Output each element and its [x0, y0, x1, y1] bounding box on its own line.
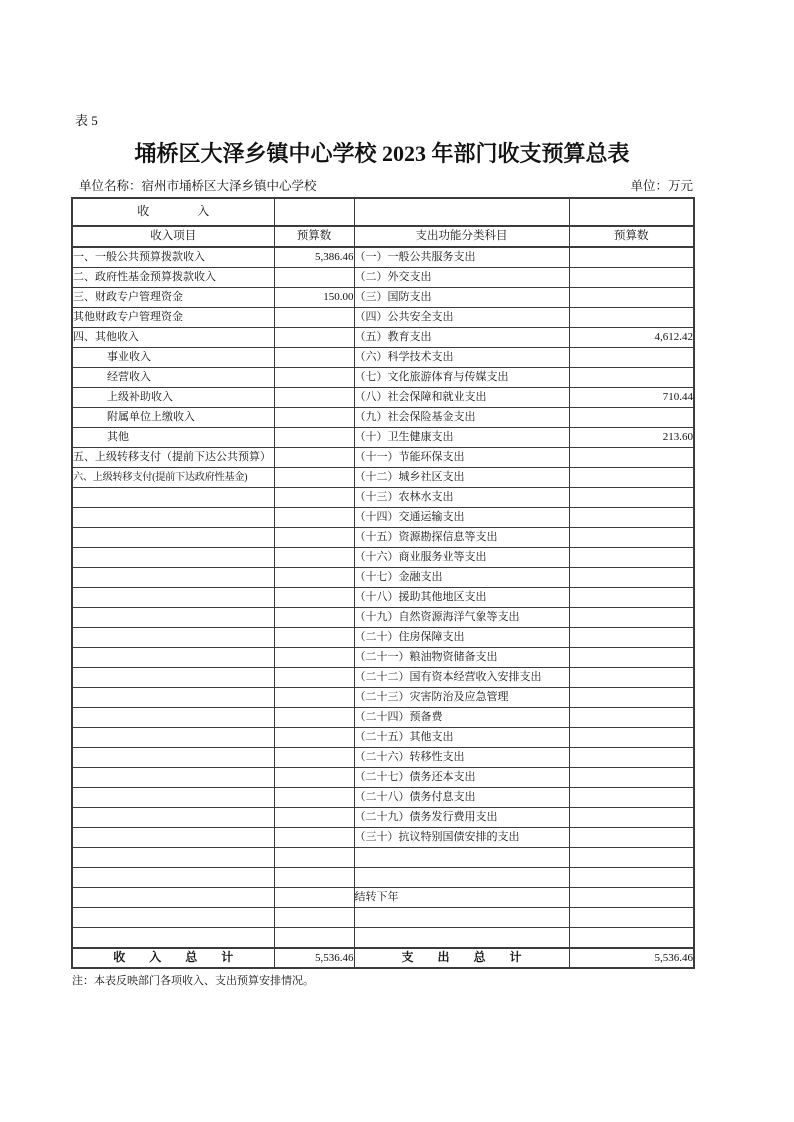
table-row	[72, 428, 694, 448]
expense-amount-cell: 4,612.42	[569, 328, 694, 348]
expense-amount-cell	[569, 348, 694, 368]
expense-amount-cell	[569, 888, 694, 908]
income-item-cell	[72, 588, 274, 608]
income-amount-cell	[274, 548, 354, 568]
income-section-amount-header	[274, 198, 354, 226]
income-item-cell	[72, 928, 274, 949]
sheet-label: 表 5	[75, 113, 98, 128]
expense-item-cell: （二十六）转移性支出	[354, 748, 569, 768]
income-item-cell	[72, 768, 274, 788]
expense-section-header	[354, 198, 569, 226]
income-amount-cell	[274, 928, 354, 949]
income-amount-cell	[274, 888, 354, 908]
income-amount-cell	[274, 808, 354, 828]
expense-item-cell: （十七）金融支出	[354, 568, 569, 588]
income-item-cell	[72, 608, 274, 628]
expense-item-cell: （一）一般公共服务支出	[354, 247, 569, 268]
income-item-cell	[72, 908, 274, 928]
income-amount-cell	[274, 688, 354, 708]
income-amount-cell	[274, 568, 354, 588]
income-amount-cell	[274, 488, 354, 508]
table-row	[72, 528, 694, 548]
table-row	[72, 608, 694, 628]
expense-item-cell: （二十九）债务发行费用支出	[354, 808, 569, 828]
income-amount-cell	[274, 588, 354, 608]
expense-item-cell: （十八）援助其他地区支出	[354, 588, 569, 608]
table-row	[72, 488, 694, 508]
expense-amount-cell	[569, 288, 694, 308]
table-row	[72, 548, 694, 568]
table-row	[72, 668, 694, 688]
expense-section-amount-header	[569, 198, 694, 226]
expense-amount-cell	[569, 308, 694, 328]
table-row	[72, 788, 694, 808]
expense-item-cell: （八）社会保障和就业支出	[354, 388, 569, 408]
table-row	[72, 748, 694, 768]
income-item-cell: 四、其他收入	[72, 328, 274, 348]
expense-amount-cell	[569, 508, 694, 528]
income-item-cell: 上级补助收入	[72, 388, 274, 408]
income-total-label: 收 入 总 计	[72, 948, 274, 968]
expense-amount-cell	[569, 247, 694, 268]
expense-item-cell: （二十）住房保障支出	[354, 628, 569, 648]
table-row	[72, 708, 694, 728]
section-header-row	[72, 198, 694, 226]
income-item-cell: 二、政府性基金预算拨款收入	[72, 268, 274, 288]
table-row	[72, 908, 694, 928]
expense-item-cell: （二十五）其他支出	[354, 728, 569, 748]
income-item-cell	[72, 568, 274, 588]
table-row	[72, 888, 694, 908]
expense-amount-cell	[569, 908, 694, 928]
table-row	[72, 648, 694, 668]
expense-amount-cell	[569, 448, 694, 468]
income-item-cell	[72, 488, 274, 508]
expense-amount-cell	[569, 608, 694, 628]
income-amount-cell	[274, 468, 354, 488]
currency-unit-label: 单位：万元	[630, 179, 693, 193]
expense-amount-cell	[569, 848, 694, 868]
expense-item-cell: （十五）资源勘探信息等支出	[354, 528, 569, 548]
col-header-income-budget: 预算数	[274, 226, 354, 247]
expense-item-cell: （五）教育支出	[354, 328, 569, 348]
income-item-cell: 附属单位上缴收入	[72, 408, 274, 428]
income-item-cell: 事业收入	[72, 348, 274, 368]
expense-item-cell: （十）卫生健康支出	[354, 428, 569, 448]
col-header-expense-budget: 预算数	[569, 226, 694, 247]
expense-amount-cell	[569, 488, 694, 508]
expense-total-amount: 5,536.46	[569, 948, 694, 968]
expense-item-cell: （九）社会保险基金支出	[354, 408, 569, 428]
unit-name-label: 单位名称：宿州市埇桥区大泽乡镇中心学校	[79, 179, 317, 193]
income-item-cell	[72, 708, 274, 728]
table-row	[72, 268, 694, 288]
income-item-cell: 经营收入	[72, 368, 274, 388]
income-item-cell	[72, 728, 274, 748]
income-amount-cell	[274, 788, 354, 808]
income-amount-cell	[274, 728, 354, 748]
table-row	[72, 848, 694, 868]
income-item-cell: 其他	[72, 428, 274, 448]
expense-amount-cell	[569, 708, 694, 728]
total-row	[72, 948, 694, 968]
income-item-cell: 三、财政专户管理资金	[72, 288, 274, 308]
income-item-cell	[72, 628, 274, 648]
income-amount-cell	[274, 708, 354, 728]
expense-amount-cell	[569, 928, 694, 949]
footnote: 注：本表反映部门各项收入、支出预算安排情况。	[72, 975, 314, 987]
income-item-cell: 一、一般公共预算拨款收入	[72, 247, 274, 268]
expense-amount-cell	[569, 528, 694, 548]
table-row	[72, 288, 694, 308]
table-row	[72, 508, 694, 528]
table-row	[72, 308, 694, 328]
income-amount-cell	[274, 748, 354, 768]
table-row	[72, 928, 694, 949]
expense-item-cell: （二十四）预备费	[354, 708, 569, 728]
expense-item-cell: 结转下年	[354, 888, 569, 908]
expense-amount-cell	[569, 748, 694, 768]
income-item-cell	[72, 788, 274, 808]
expense-amount-cell	[569, 688, 694, 708]
table-row	[72, 408, 694, 428]
income-item-cell	[72, 688, 274, 708]
income-amount-cell	[274, 828, 354, 848]
expense-item-cell	[354, 868, 569, 888]
table-row	[72, 868, 694, 888]
expense-item-cell	[354, 908, 569, 928]
income-item-cell	[72, 848, 274, 868]
expense-item-cell: （十一）节能环保支出	[354, 448, 569, 468]
income-amount-cell	[274, 628, 354, 648]
income-amount-cell: 5,386.46	[274, 247, 354, 268]
income-amount-cell	[274, 528, 354, 548]
expense-amount-cell	[569, 868, 694, 888]
col-header-expense-category: 支出功能分类科目	[354, 226, 569, 247]
expense-item-cell: （二十二）国有资本经营收入安排支出	[354, 668, 569, 688]
income-amount-cell	[274, 508, 354, 528]
table-row	[72, 368, 694, 388]
income-amount-cell	[274, 408, 354, 428]
income-item-cell	[72, 528, 274, 548]
income-item-cell	[72, 548, 274, 568]
income-amount-cell	[274, 848, 354, 868]
page-title: 埇桥区大泽乡镇中心学校 2023 年部门收支预算总表	[134, 141, 630, 166]
table-row	[72, 448, 694, 468]
income-amount-cell	[274, 428, 354, 448]
income-amount-cell	[274, 768, 354, 788]
income-item-cell: 五、上级转移支付（提前下达公共预算）	[72, 448, 274, 468]
expense-amount-cell	[569, 408, 694, 428]
income-item-cell: 其他财政专户管理资金	[72, 308, 274, 328]
table-row	[72, 247, 694, 268]
table-row	[72, 768, 694, 788]
table-row	[72, 328, 694, 348]
table-row	[72, 808, 694, 828]
expense-amount-cell	[569, 828, 694, 848]
expense-item-cell: （十二）城乡社区支出	[354, 468, 569, 488]
expense-item-cell: （二十一）粮油物资储备支出	[354, 648, 569, 668]
expense-item-cell: （四）公共安全支出	[354, 308, 569, 328]
expense-amount-cell	[569, 808, 694, 828]
expense-amount-cell	[569, 648, 694, 668]
table-row	[72, 468, 694, 488]
table-row	[72, 568, 694, 588]
expense-amount-cell	[569, 668, 694, 688]
income-item-cell	[72, 828, 274, 848]
income-amount-cell	[274, 448, 354, 468]
table-row	[72, 728, 694, 748]
expense-item-cell: （十三）农林水支出	[354, 488, 569, 508]
expense-amount-cell	[569, 268, 694, 288]
table-row	[72, 348, 694, 368]
income-amount-cell	[274, 908, 354, 928]
expense-item-cell	[354, 848, 569, 868]
income-amount-cell	[274, 308, 354, 328]
expense-item-cell: （二十八）债务付息支出	[354, 788, 569, 808]
expense-amount-cell	[569, 548, 694, 568]
expense-item-cell: （六）科学技术支出	[354, 348, 569, 368]
expense-item-cell: （二十七）债务还本支出	[354, 768, 569, 788]
income-item-cell	[72, 808, 274, 828]
income-amount-cell	[274, 608, 354, 628]
income-amount-cell	[274, 868, 354, 888]
income-amount-cell	[274, 348, 354, 368]
income-amount-cell	[274, 388, 354, 408]
expense-item-cell: （二十三）灾害防治及应急管理	[354, 688, 569, 708]
income-item-cell: 六、上级转移支付(提前下达政府性基金)	[72, 468, 274, 488]
income-item-cell	[72, 508, 274, 528]
expense-item-cell: （十九）自然资源海洋气象等支出	[354, 608, 569, 628]
income-item-cell	[72, 888, 274, 908]
table-row	[72, 388, 694, 408]
unit-info-row	[71, 178, 693, 194]
income-amount-cell	[274, 668, 354, 688]
expense-amount-cell	[569, 588, 694, 608]
income-amount-cell	[274, 648, 354, 668]
col-header-income-item: 收入项目	[72, 226, 274, 247]
table-row	[72, 588, 694, 608]
income-amount-cell: 150.00	[274, 288, 354, 308]
expense-item-cell: （三十）抗议特别国债安排的支出	[354, 828, 569, 848]
table-row	[72, 828, 694, 848]
expense-amount-cell	[569, 568, 694, 588]
expense-amount-cell	[569, 368, 694, 388]
expense-amount-cell	[569, 768, 694, 788]
expense-amount-cell: 213.60	[569, 428, 694, 448]
table-row	[72, 688, 694, 708]
budget-summary-table	[71, 197, 695, 969]
expense-amount-cell	[569, 468, 694, 488]
expense-item-cell: （十六）商业服务业等支出	[354, 548, 569, 568]
income-amount-cell	[274, 268, 354, 288]
income-item-cell	[72, 668, 274, 688]
income-amount-cell	[274, 368, 354, 388]
expense-item-cell: （三）国防支出	[354, 288, 569, 308]
income-section-header: 收 入	[72, 198, 274, 226]
expense-item-cell	[354, 928, 569, 949]
table-row	[72, 628, 694, 648]
income-item-cell	[72, 648, 274, 668]
expense-amount-cell	[569, 728, 694, 748]
expense-item-cell: （二）外交支出	[354, 268, 569, 288]
income-amount-cell	[274, 328, 354, 348]
income-item-cell	[72, 868, 274, 888]
expense-item-cell: （十四）交通运输支出	[354, 508, 569, 528]
column-header-row	[72, 226, 694, 247]
expense-amount-cell	[569, 788, 694, 808]
expense-amount-cell: 710.44	[569, 388, 694, 408]
expense-item-cell: （七）文化旅游体育与传媒支出	[354, 368, 569, 388]
income-item-cell	[72, 748, 274, 768]
income-total-amount: 5,536.46	[274, 948, 354, 968]
expense-total-label: 支 出 总 计	[354, 948, 569, 968]
expense-amount-cell	[569, 628, 694, 648]
